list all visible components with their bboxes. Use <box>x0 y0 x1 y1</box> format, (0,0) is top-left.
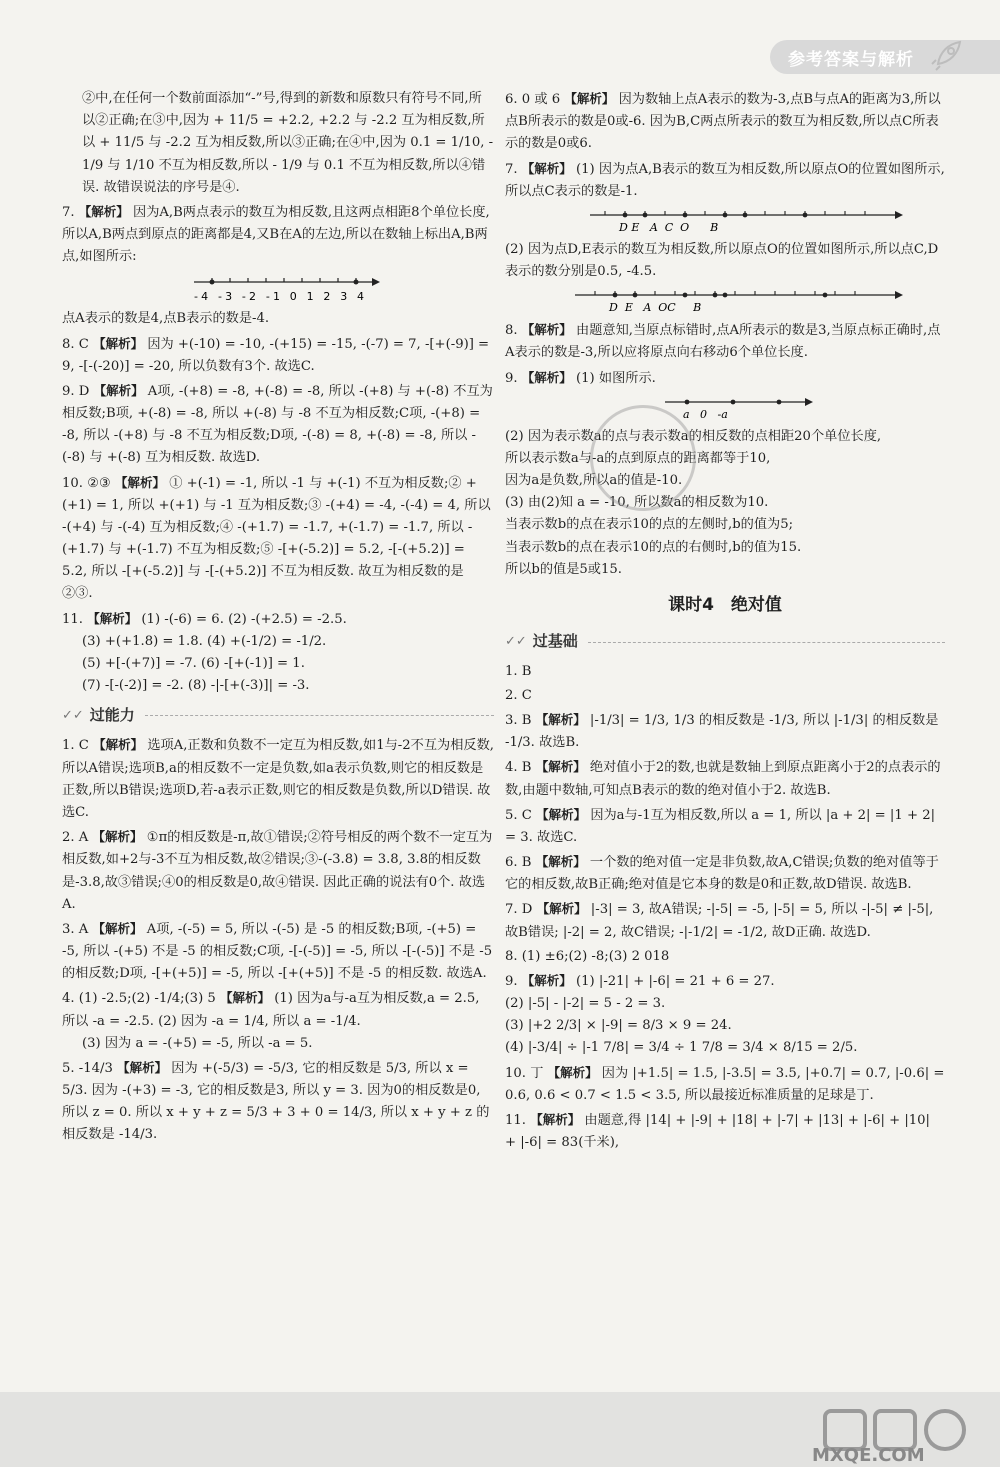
answer-8: 8. (1) ±6;(2) -8;(3) 2 018 <box>505 948 670 964</box>
line: (3) 由(2)知 a = -10, 所以数a的相反数为10. <box>505 495 769 511</box>
axis-labels: D E A OC B <box>609 301 702 315</box>
question-text: 选项A,正数和负数不一定互为相反数,如1与-2不互为相反数,所以A错误;选项B,a的相反数不一定是负数,如a表示负数,则它的相反数是正数,所以B错误;选项D,若-a表示正数,则它的相反数是负数,所以D错误. 故选C. <box>62 738 494 820</box>
question-number: 9. <box>505 973 518 989</box>
question-number: 6. <box>505 855 518 871</box>
question-text: |-1/3| = 1/3, 1/3 的相反数是 -1/3, 所以 |-1/3| 的相反数是 -1/3. 故选B. <box>505 713 939 751</box>
question-text: 由题意,得 |14| + |-9| + |18| + |-7| + |13| + |-6| + |10| + |-6| = 83(千米), <box>505 1112 931 1151</box>
question-text: (1) 因为a与-a互为相反数,a = 2.5, 所以 -a = -2.5. (2) 因为 -a = 1/4, 所以 a = -1/4. <box>62 991 480 1029</box>
question-number: 8. <box>62 336 75 352</box>
divider <box>145 715 494 716</box>
question-text: 因为a与-1互为相反数,所以 a = 1, 所以 |a + 2| = |1 + 2| = 3. 故选C. <box>505 807 936 845</box>
analysis-tag: 【解析】 <box>93 737 144 753</box>
axis-labels: a 0 -a <box>683 407 728 421</box>
line: (3) |+2 2/3| × |-9| = 8/3 × 9 = 24. <box>505 1018 732 1034</box>
answer: (1) -2.5;(2) -1/4;(3) 5 <box>78 991 216 1007</box>
question-number: 6. <box>505 92 518 107</box>
rocket-icon <box>930 38 964 72</box>
right-column <box>505 88 945 1156</box>
question-number: 3. <box>505 713 518 728</box>
question-number: 9. <box>62 383 75 399</box>
answer: B <box>521 713 532 728</box>
question-10b <box>505 1062 945 1107</box>
analysis-tag: 【解析】 <box>117 1059 168 1075</box>
answer: 0 或 6 <box>521 92 561 107</box>
analysis-tag: 【解析】 <box>220 990 271 1006</box>
question-text: 因为 |+1.5| = 1.5, |-3.5| = 3.5, |+0.7| = 0.7, |-0.6| = 0.6, 0.6 < 0.7 < 1.5 < 3.5, 所以最接近标准质量的足球是丁. <box>505 1065 945 1103</box>
question-7 <box>62 201 494 269</box>
line: (1) |-21| + |-6| = 21 + 6 = 27. <box>576 973 775 989</box>
analysis-tag: 【解析】 <box>115 474 166 490</box>
section-heading <box>505 629 945 654</box>
answer: A <box>78 830 89 846</box>
answer: C <box>78 738 89 754</box>
line: (5) +[-(+7)] = -7. (6) -[+(-1)] = 1. <box>82 655 305 671</box>
analysis-tag: 【解析】 <box>547 1064 598 1080</box>
question-number: 11. <box>62 611 83 627</box>
analysis-tag: 【解析】 <box>521 369 572 385</box>
question-11 <box>62 608 494 698</box>
answer: D <box>521 902 533 918</box>
question-8 <box>62 333 494 378</box>
number-line-figure-1 <box>505 205 945 235</box>
question-text: 因为 +(-10) = -10, -(+15) = -15, -(-7) = 7, -[+(-9)] = 9, -[-(-20)] = -20, 所以负数有3个. 故选C. <box>62 336 490 374</box>
question-text: ①π的相反数是-π,故①错误;②符号相反的两个数不一定互为相反数,如+2与-3不互为相反数,故②错误;③-(-3.8) = 3.8, 3.8的相反数是-3.8,故③错误;④0的相反数是0,故④错误. 因此正确的说法有0个. 故选A. <box>62 830 493 912</box>
line: 当表示数b的点在表示10的点的左侧时,b的值为5; <box>505 517 794 533</box>
question-number: 7. <box>505 902 518 918</box>
line: 因为a是负数,所以a的值是-10. <box>505 473 683 489</box>
question-11b <box>505 1109 945 1154</box>
question-text: A项, -(+8) = -8, +(-8) = -8, 所以 -(+8) 与 +(-8) 不互为相反数;B项, +(-8) = -8, 所以 +(-8) 与 -8 不互为相反数;C项, -(+8) = -8, 所以 -(+8) 与 -8 不互为相反数;D项, -(-8) = 8, +(-8) = -8, 所以 -(-8) 与 +(-8) 互为相反数. 故选D. <box>62 383 493 466</box>
paragraph-continued: ②中,在任何一个数前面添加“-”号,得到的新数和原数只有符号不同,所以②正确;在③中,因为 + 11/5 = +2.2, +2.2 与 -2.2 互为相反数,所以 + 11/5 与 -2.2 互为相反数,所以③正确;在④中,因为 0.1 = 1/10, - 1/9 与 1/10 不互为相反数,所以 - 1/9 与 0.1 不互为相反数,所以④错误. 故错误说法的序号是④. <box>82 91 494 195</box>
section-title: 过基础 <box>532 632 578 651</box>
analysis-tag: 【解析】 <box>87 610 138 626</box>
line: (4) |-3/4| ÷ |-1 7/8| = 3/4 ÷ 1 7/8 = 3/4 × 8/15 = 2/5. <box>505 1040 858 1056</box>
question-number: 4. <box>62 991 75 1007</box>
question-number: 10. <box>62 475 83 491</box>
question-text: ① +(-1) = -1, 所以 -1 与 +(-1) 不互为相反数;② +(+1) = 1, 所以 +(+1) 与 -1 互为相反数;③ -(+4) = -4, -(-4) = 4, 所以 -(+4) 与 -(-4) 互为相反数;④ -(+1.7) = -1.7, +(-1.7) = -1.7, 所以 -(+1.7) 与 +(-1.7) 不互为相反数;⑤ -[+(-5.2)] = 5.2, -[-(+5.2)] = 5.2, 所以 -[+(-5.2)] 与 -[-(+5.2)] 不互为相反数. 故互为相反数的是②③. <box>62 475 491 602</box>
question-8 <box>505 319 945 364</box>
analysis-tag: 【解析】 <box>92 920 143 936</box>
analysis-tag: 【解析】 <box>535 759 586 775</box>
left-column <box>62 88 494 1149</box>
question-7b <box>505 898 945 943</box>
question-5 <box>62 1057 494 1147</box>
analysis-tag: 【解析】 <box>530 1111 581 1127</box>
check-icon: ✓✓ <box>505 634 527 650</box>
watermark-site-url: MXQE.COM <box>812 1445 925 1466</box>
answer: -14/3 <box>78 1060 113 1076</box>
question-number: 9. <box>505 370 518 386</box>
question-number: 2. <box>62 830 75 846</box>
section-heading <box>62 703 494 728</box>
number-line-figure-3 <box>505 392 945 422</box>
question-10 <box>62 472 494 606</box>
analysis-tag: 【解析】 <box>536 806 587 822</box>
question-text: 因为 +(-5/3) = -5/3, 它的相反数是 5/3, 所以 x = 5/3. 因为 -(+3) = -3, 它的相反数是3, 所以 y = 3. 因为0的相反数是0, 所以 z = 0. 所以 x + y + z = 5/3 + 3 + 0 = 14/3, 所以 x + y + z 的相反数是 -14/3. <box>62 1060 490 1143</box>
question-9b <box>505 970 945 1060</box>
number-line-figure-2 <box>505 285 945 315</box>
number-line-figure <box>62 270 494 304</box>
question-4 <box>62 987 494 1055</box>
question-text: (1) 因为点A,B表示的数互为相反数,所以原点O的位置如图所示,所以点C表示的数是-1. <box>505 161 945 199</box>
line: 所以b的值是5或15. <box>505 561 622 577</box>
question-5 <box>505 804 945 849</box>
question-text: A项, -(-5) = 5, 所以 -(-5) 是 -5 的相反数;B项, -(+5) = -5, 所以 -(+5) 不是 -5 的相反数;C项, -[-(-5)] = -5, 所以 -[-(-5)] 不是 -5 的相反数;D项, -[+(+5)] = -5, 所以 -[+(+5)] 不是 -5 的相反数. 故选A. <box>62 921 493 982</box>
line: (2) |-5| - |-2| = 5 - 2 = 3. <box>505 996 666 1012</box>
line: (3) +(+1.8) = 1.8. (4) +(-1/2) = -1/2. <box>82 633 327 649</box>
analysis-tag: 【解析】 <box>535 854 586 870</box>
question-number: 5. <box>505 807 518 823</box>
question-7 <box>505 158 945 316</box>
question-2 <box>62 826 494 916</box>
question-3 <box>505 709 945 754</box>
check-icon: ✓✓ <box>62 707 84 723</box>
analysis-tag: 【解析】 <box>521 972 572 988</box>
question-text: 绝对值小于2的数,也就是数轴上到原点距离小于2的点表示的数,由题中数轴,可知点B表示的数的绝对值小于2. 故选B. <box>505 760 941 798</box>
analysis-tag: 【解析】 <box>93 335 144 351</box>
answer: B <box>521 855 532 871</box>
question-text: |-3| = 3, 故A错误; -|-5| = -5, |-5| = 5, 所以 -|-5| ≠ |-5|, 故B错误; |-2| = 2, 故C错误; -|-1/2| = -1/2, 故D正确. 故选D. <box>505 902 934 940</box>
question-text: 一个数的绝对值一定是非负数,故A,C错误;负数的绝对值等于它的相反数,故B正确;绝对值是它本身的数是0和正数,故D错误. 故选B. <box>505 855 939 893</box>
line: (1) -(-6) = 6. (2) -(+2.5) = -2.5. <box>141 611 347 627</box>
analysis-tag: 【解析】 <box>564 91 615 106</box>
analysis-tag: 【解析】 <box>521 160 572 176</box>
analysis-tag: 【解析】 <box>78 203 129 219</box>
question-number: 11. <box>505 1112 526 1128</box>
question-number: 3. <box>62 921 75 937</box>
analysis-tag: 【解析】 <box>93 382 144 398</box>
answer: C <box>521 807 532 823</box>
answer-2: 2. C <box>505 687 532 703</box>
line: 当表示数b的点在表示10的点的右侧时,b的值为15. <box>505 539 802 555</box>
question-7-after: 点A表示的数是4,点B表示的数是-4. <box>62 311 270 327</box>
analysis-tag: 【解析】 <box>521 322 572 338</box>
question-text: 由题意知,当原点标错时,点A所表示的数是3,当原点标正确时,点A表示的数是-3,所以应将原点向右移动6个单位长度. <box>505 323 941 361</box>
line: 所以表示数a与-a的点到原点的距离都等于10, <box>505 450 771 466</box>
axis-ticks: -4 -3 -2 -1 0 1 2 3 4 <box>194 290 364 304</box>
question-3 <box>62 918 494 986</box>
analysis-tag: 【解析】 <box>535 712 586 727</box>
line: (3) 因为 a = -(+5) = -5, 所以 -a = 5. <box>82 1035 313 1051</box>
question-number: 1. <box>62 738 75 754</box>
question-1 <box>62 734 494 824</box>
header-title: 参考答案与解析 <box>788 50 914 70</box>
answer: ②③ <box>87 475 111 491</box>
question-number: 8. <box>505 323 518 339</box>
question-6 <box>505 851 945 896</box>
lesson-title: 课时4 绝对值 <box>668 594 782 615</box>
question-text: (2) 因为点D,E表示的数互为相反数,所以原点O的位置如图所示,所以点C,D表示的数分别是0.5, -4.5. <box>505 241 939 280</box>
answer: A <box>78 921 89 937</box>
answer: D <box>78 383 90 399</box>
question-text: 因为A,B两点表示的数互为相反数,且这两点相距8个单位长度,所以A,B两点到原点的距离都是4,又B在A的左边,所以在数轴上标出A,B两点,如图所示: <box>62 204 490 265</box>
question-number: 7. <box>505 161 518 177</box>
analysis-tag: 【解析】 <box>536 901 587 917</box>
question-6 <box>505 88 945 156</box>
analysis-tag: 【解析】 <box>92 829 143 845</box>
question-4 <box>505 756 945 801</box>
question-number: 5. <box>62 1060 75 1076</box>
question-text: 因为数轴上点A表示的数为-3,点B与点A的距离为3,所以点B所表示的数是0或-6. 因为B,C两点所表示的数互为相反数,所以点C所表示的数是0或6. <box>505 92 941 152</box>
question-9 <box>505 367 945 581</box>
answer: 丁 <box>530 1065 544 1081</box>
answer: C <box>78 336 89 352</box>
answer-1: 1. B <box>505 663 532 679</box>
question-number: 10. <box>505 1065 526 1081</box>
answer: B <box>521 760 532 776</box>
section-title: 过能力 <box>89 706 135 725</box>
question-9 <box>62 380 494 470</box>
question-text: (1) 如图所示. <box>576 370 656 386</box>
question-number: 4. <box>505 760 518 776</box>
axis-labels: D E A C O B <box>619 220 719 234</box>
question-number: 7. <box>62 204 75 220</box>
divider <box>588 642 945 643</box>
line: (2) 因为表示数a的点与表示数a的相反数的点相距20个单位长度, <box>505 428 882 444</box>
line: (7) -[-(-2)] = -2. (8) -|-[+(-3)]| = -3. <box>82 678 310 694</box>
